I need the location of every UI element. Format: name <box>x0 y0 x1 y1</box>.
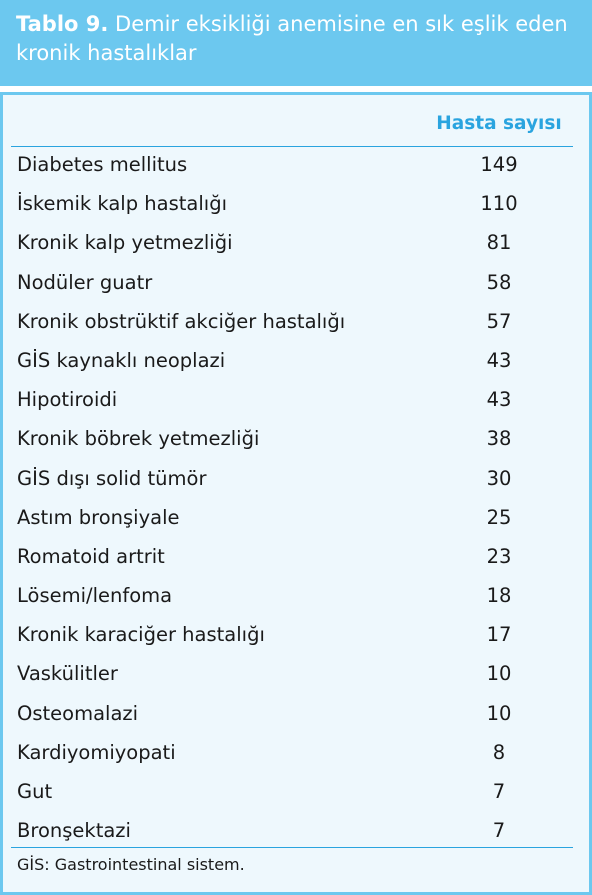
disease-name: GİS dışı solid tümör <box>17 466 207 490</box>
disease-name: Hipotiroidi <box>17 388 118 412</box>
footer-divider <box>11 847 573 848</box>
disease-name: Astım bronşiyale <box>17 505 180 529</box>
table-row <box>3 265 589 304</box>
disease-name: Vaskülitler <box>17 662 118 686</box>
disease-name: Kronik karaciğer hastalığı <box>17 623 265 647</box>
table-row <box>3 147 589 186</box>
patient-count: 149 <box>480 153 518 176</box>
table-row <box>3 421 589 460</box>
patient-count: 7 <box>492 819 506 843</box>
data-table <box>0 92 592 895</box>
column-header-patient-count: Hasta sayısı <box>436 113 562 134</box>
table-row <box>3 696 589 735</box>
table-row <box>3 382 589 421</box>
patient-count: 23 <box>486 544 512 568</box>
table-footnote: GİS: Gastrointestinal sistem. <box>17 855 245 874</box>
table-row <box>3 500 589 539</box>
disease-name: Lösemi/lenfoma <box>17 584 173 608</box>
table-row <box>3 656 589 695</box>
patient-count: 10 <box>486 662 512 686</box>
patient-count: 38 <box>486 427 512 451</box>
patient-count: 43 <box>486 348 512 372</box>
table-row <box>3 774 589 813</box>
disease-name: Osteomalazi <box>17 701 139 725</box>
disease-name: İskemik kalp hastalığı <box>17 192 227 216</box>
table-row <box>3 343 589 382</box>
patient-count: 10 <box>486 701 512 725</box>
table-row <box>3 578 589 617</box>
table-row <box>3 539 589 578</box>
patient-count: 110 <box>480 192 518 216</box>
disease-name: Kronik obstrüktif akciğer hastalığı <box>17 309 346 333</box>
disease-name: Bronşektazi <box>17 819 131 843</box>
patient-count: 25 <box>486 505 512 529</box>
disease-name: Diabetes mellitus <box>17 153 188 176</box>
patient-count: 7 <box>492 780 506 803</box>
table-row <box>3 225 589 264</box>
patient-count: 58 <box>486 270 512 294</box>
table-body <box>3 147 589 852</box>
table-row <box>3 461 589 500</box>
disease-name: Nodüler guatr <box>17 270 153 294</box>
disease-name: Kronik böbrek yetmezliği <box>17 427 260 451</box>
patient-count: 8 <box>492 740 506 764</box>
patient-count: 57 <box>486 309 512 333</box>
patient-count: 30 <box>486 466 512 490</box>
table-title <box>0 0 592 86</box>
table-row <box>3 186 589 225</box>
disease-name: GİS kaynaklı neoplazi <box>17 348 226 372</box>
disease-name: Romatoid artrit <box>17 544 165 568</box>
table-row <box>3 735 589 774</box>
table-number: Tablo 9. <box>16 12 109 36</box>
patient-count: 17 <box>486 623 512 647</box>
patient-count: 81 <box>486 231 512 255</box>
disease-name: Kronik kalp yetmezliği <box>17 231 233 255</box>
patient-count: 18 <box>486 584 512 608</box>
table-caption: Demir eksikliği anemisine en sık eşlik eden kronik hastalıklar <box>16 12 568 65</box>
table-row <box>3 617 589 656</box>
patient-count: 43 <box>486 388 512 412</box>
disease-name: Kardiyomiyopati <box>17 740 176 764</box>
disease-name: Gut <box>17 780 53 803</box>
table-row <box>3 304 589 343</box>
